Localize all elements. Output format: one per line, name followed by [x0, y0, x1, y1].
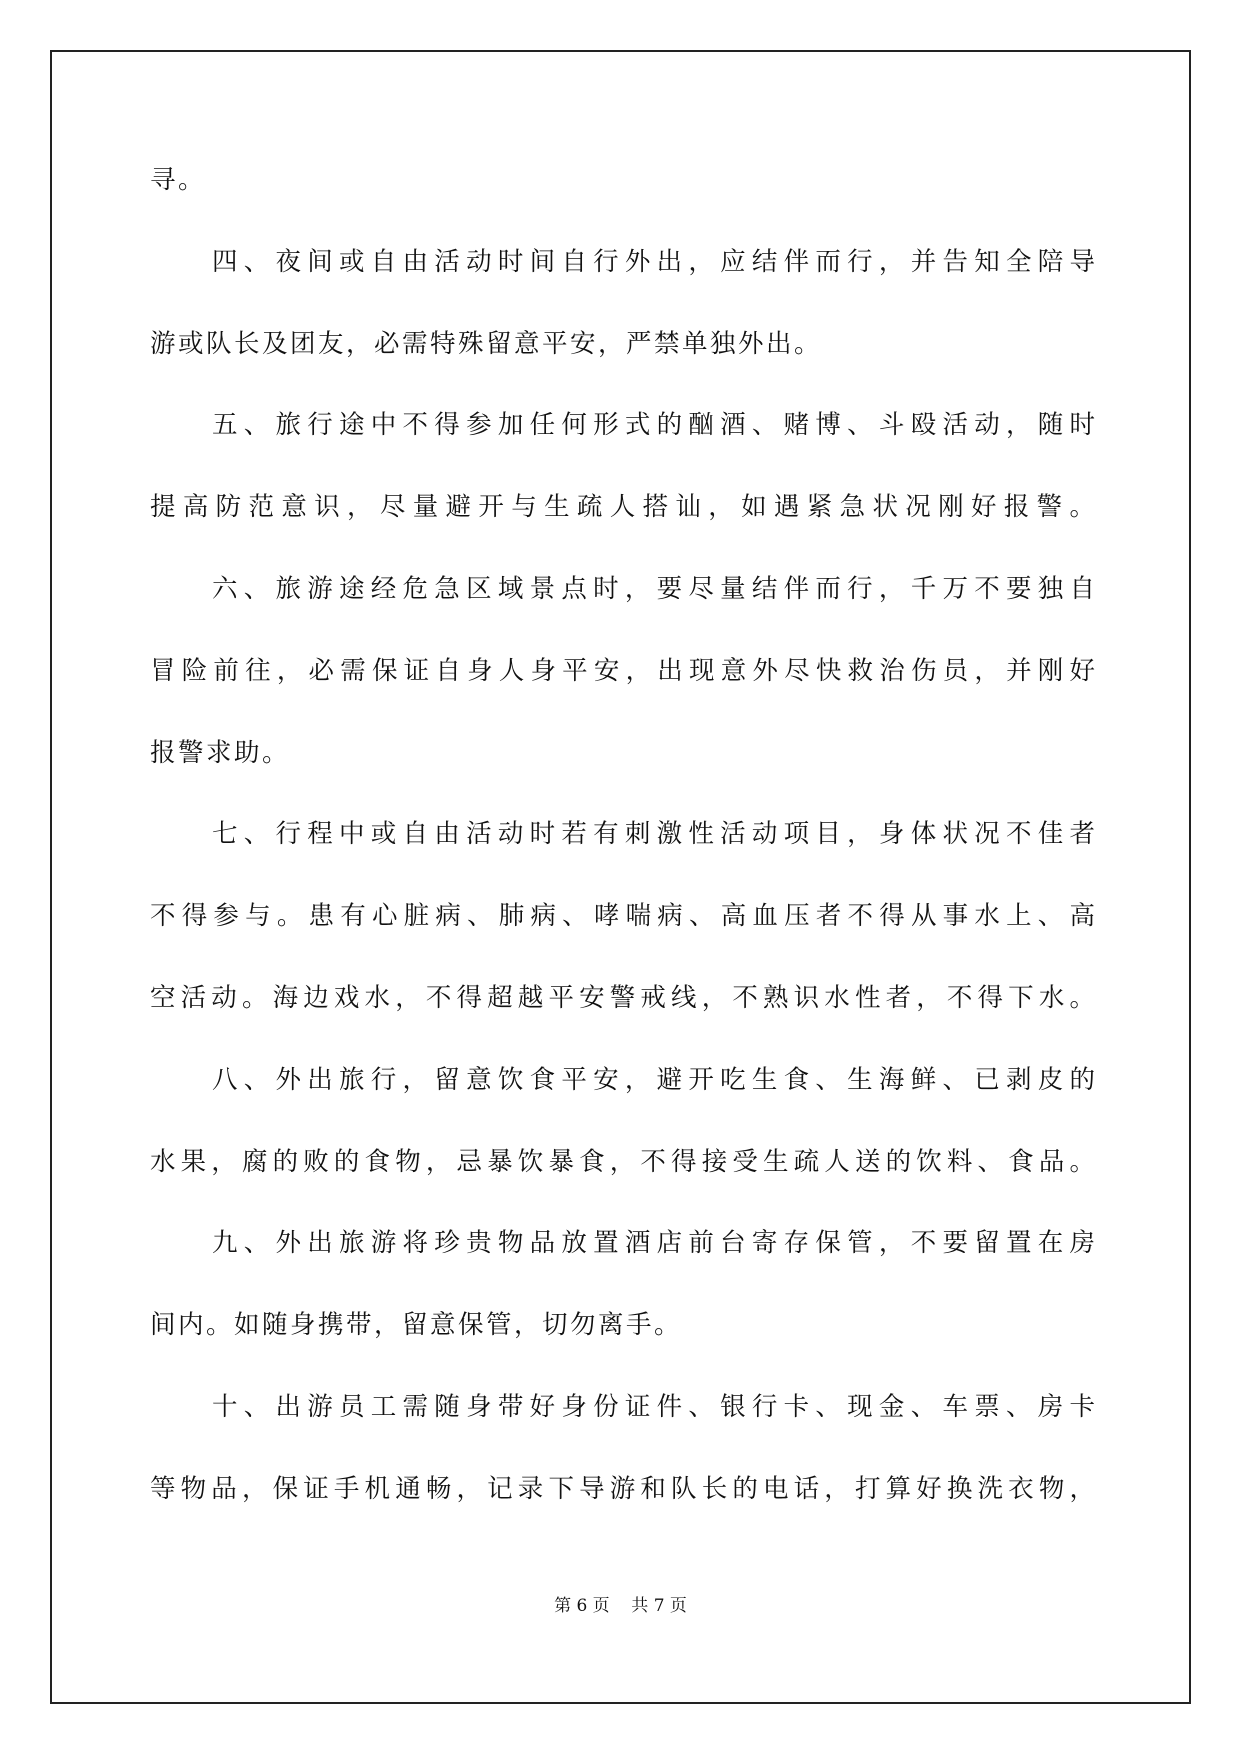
text-line: 游或队长及团友，必需特殊留意平安，严禁单独外出。 — [150, 328, 823, 359]
text-line: 水果，腐的败的食物，忌暴饮暴食，不得接受生疏人送的饮料、食品。 — [150, 1146, 1095, 1177]
text-line: 五、旅行途中不得参加任何形式的酗酒、赌博、斗殴活动，随时 — [212, 410, 1095, 441]
text-line: 报警求助。 — [150, 737, 291, 768]
text-line: 六、旅游途经危急区域景点时，要尽量结伴而行，千万不要独自 — [212, 573, 1095, 604]
text-line: 空活动。海边戏水，不得超越平安警戒线，不熟识水性者，不得下水。 — [150, 982, 1095, 1013]
text-line: 九、外出旅游将珍贵物品放置酒店前台寄存保管，不要留置在房 — [212, 1228, 1095, 1259]
text-line: 八、外出旅行，留意饮食平安，避开吃生食、生海鲜、已剥皮的 — [212, 1064, 1095, 1095]
text-line: 寻。 — [150, 165, 207, 195]
text-line: 等物品，保证手机通畅，记录下导游和队长的电话，打算好换洗衣物， — [150, 1473, 1095, 1504]
text-line: 不得参与。患有心脏病、肺病、哮喘病、高血压者不得从事水上、高 — [150, 901, 1095, 932]
text-line: 七、行程中或自由活动时若有刺激性活动项目，身体状况不佳者 — [212, 819, 1095, 850]
text-line: 提高防范意识，尽量避开与生疏人搭讪，如遇紧急状况刚好报警。 — [150, 492, 1095, 523]
page-number: 第 6 页 共 7 页 — [554, 1596, 687, 1616]
document-body — [150, 160, 1095, 1551]
text-line: 十、出游员工需随身带好身份证件、银行卡、现金、车票、房卡 — [212, 1391, 1095, 1422]
text-line: 冒险前往，必需保证自身人身平安，出现意外尽快救治伤员，并刚好 — [150, 655, 1095, 686]
text-line: 间内。如随身携带，留意保管，切勿离手。 — [150, 1310, 683, 1341]
text-line: 四、夜间或自由活动时间自行外出，应结伴而行，并告知全陪导 — [212, 246, 1095, 277]
